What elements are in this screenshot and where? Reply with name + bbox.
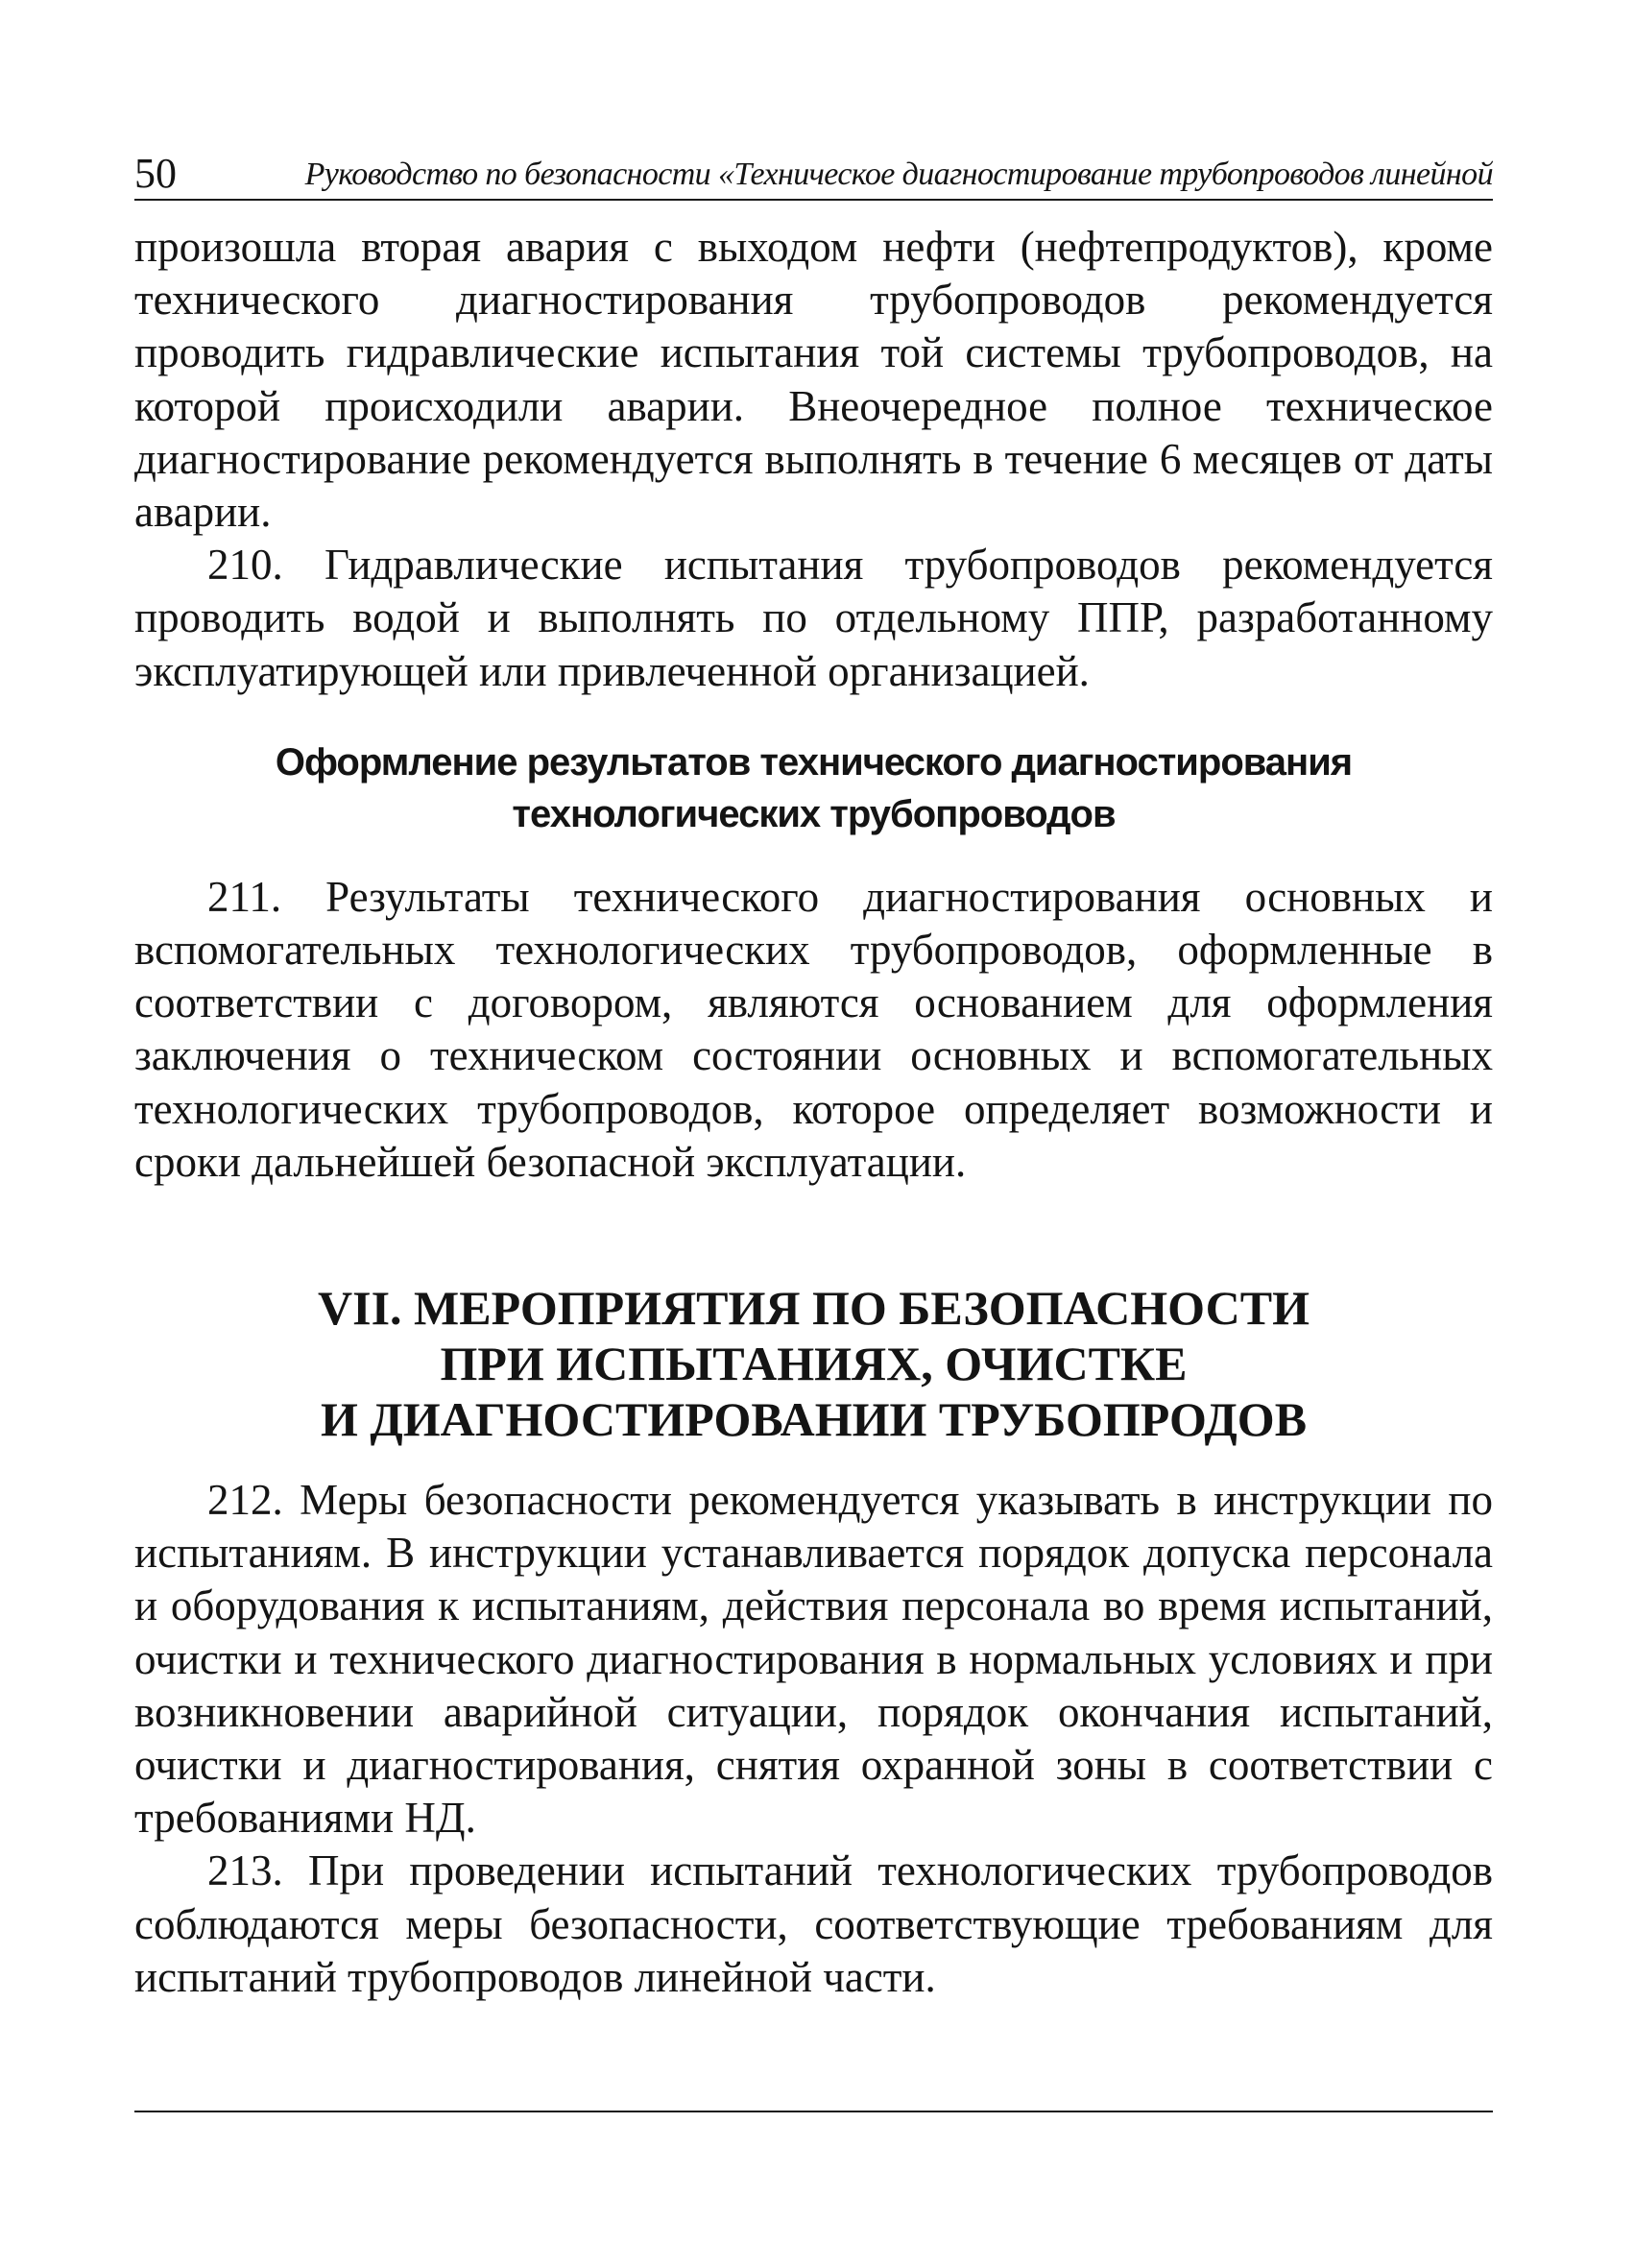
running-title: Руководство по безопасности «Техническое диагностирование трубопроводов линейной	[304, 157, 1493, 192]
running-header	[134, 149, 1493, 205]
section-heading-line: И ДИАГНОСТИРОВАНИИ ТРУБОПРОДОВ	[320, 1392, 1308, 1447]
paragraph-continuation: произошла вторая авария с выходом нефти (нефтепродуктов), кроме технического диагностирования трубопроводов рекомендуется проводить гидравлические испытания той системы трубопроводов, на которой происходили аварии. Внеочередное полное техническое диагностирование рекомендуется выполнять в течение 6 месяцев от даты аварии.	[134, 223, 1493, 537]
subheading-line: технологических трубопроводов	[512, 792, 1116, 835]
footer-rule	[134, 2111, 1493, 2112]
paragraph-211: 211. Результаты технического диагностирования основных и вспомогательных технологических трубопроводов, оформленные в соответствии с договором, являются основанием для оформления заключения о техническом состоянии основных и вспомогательных технологических трубопроводов, которое определяет возможности и сроки дальнейшей безопасной эксплуатации.	[134, 872, 1493, 1186]
section-heading-line: ПРИ ИСПЫТАНИЯХ, ОЧИСТКЕ	[440, 1337, 1188, 1391]
header-rule	[134, 199, 1493, 201]
page-body	[134, 221, 1493, 2004]
paragraph-213: 213. При проведении испытаний технологических трубопроводов соблюдаются меры безопасности, соответствующие требованиям для испытаний трубопроводов линейной части.	[134, 1846, 1493, 2001]
section-heading-line: VII. МЕРОПРИЯТИЯ ПО БЕЗОПАСНОСТИ	[318, 1281, 1310, 1336]
subheading	[134, 736, 1493, 840]
section-heading	[134, 1280, 1493, 1447]
paragraph-210: 210. Гидравлические испытания трубопроводов рекомендуется проводить водой и выполнять по отдельному ППР, разработанному эксплуатирующей или привлеченной организацией.	[134, 541, 1493, 695]
subheading-line: Оформление результатов технического диагностирования	[275, 740, 1353, 784]
paragraph-212: 212. Меры безопасности рекомендуется указывать в инструкции по испытаниям. В инструкции устанавливается порядок допуска персонала и оборудования к испытаниям, действия персонала во время испытаний, очистки и технического диагностирования в нормальных условиях и при возникновении аварийной ситуации, порядок окончания испытаний, очистки и диагностирования, снятия охранной зоны в соответствии с требованиями НД.	[134, 1476, 1493, 1843]
page-number: 50	[134, 150, 177, 197]
